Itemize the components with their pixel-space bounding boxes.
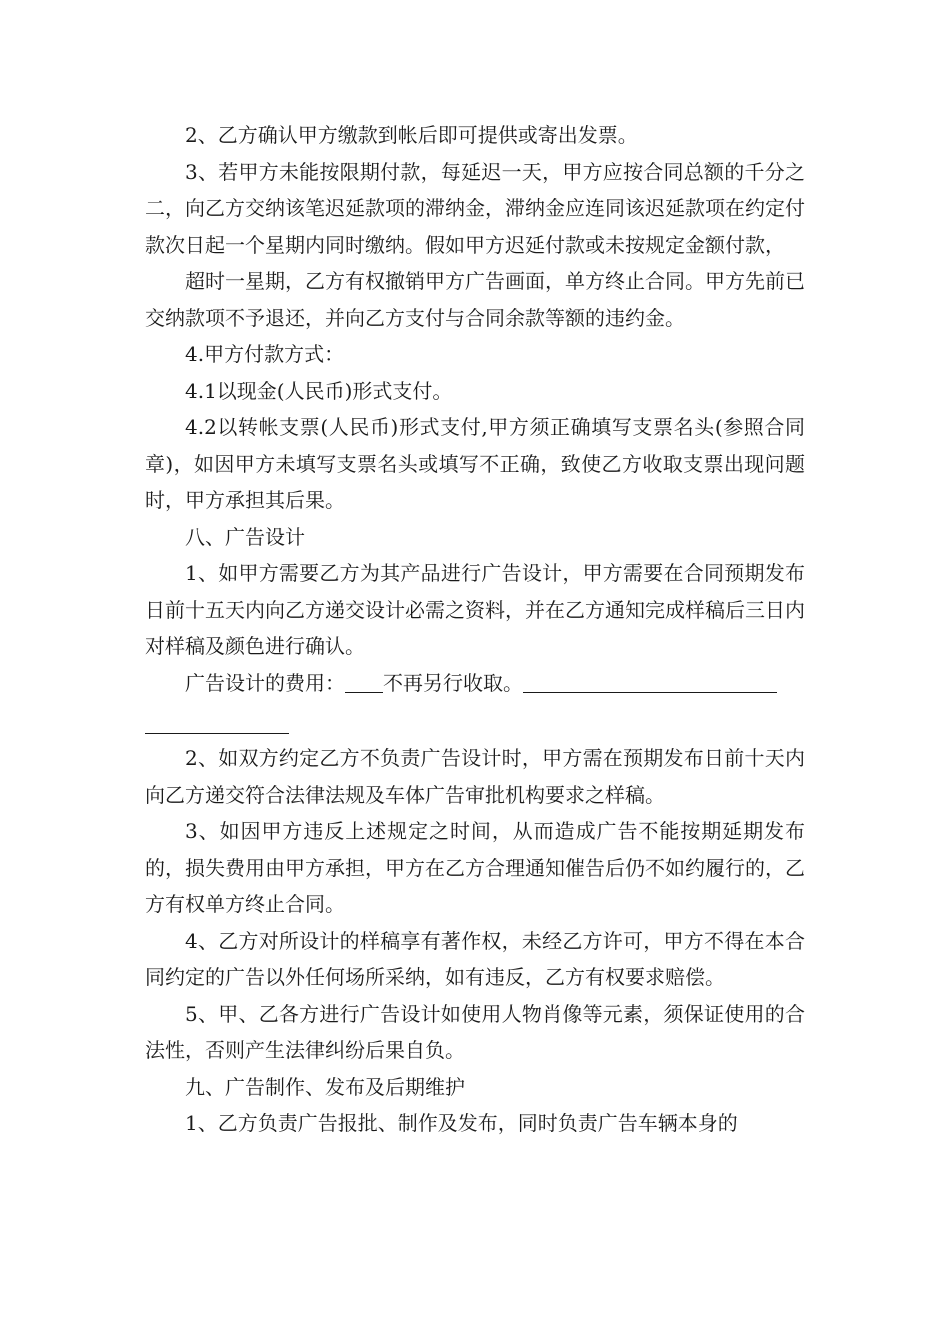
fee-trailing-blank bbox=[523, 672, 777, 693]
paragraph-delay-loss: 3、如因甲方违反上述规定之时间，从而造成广告不能按期延期发布的，损失费用由甲方承担，甲方在乙方合理通知催告后仍不如约履行的，乙方有权单方终止合同。 bbox=[145, 819, 805, 916]
paragraph-check: 4.2以转帐支票(人民币)形式支付,甲方须正确填写支票名头(参照合同章)，如因甲方未填写支票名头或填写不正确，致使乙方收取支票出现问题时，甲方承担其后果。 bbox=[145, 415, 805, 512]
fee-prefix: 广告设计的费用： bbox=[185, 670, 345, 695]
paragraph-cash: 4.1以现金(人民币)形式支付。 bbox=[185, 378, 453, 403]
fee-blank bbox=[345, 672, 383, 693]
paragraph-design-materials: 1、如甲方需要乙方为其产品进行广告设计，甲方需要在合同预期发布日前十五天内向乙方递交设计必需之资料，并在乙方通知完成样稿后三日内对样稿及颜色进行确认。 bbox=[145, 561, 805, 658]
paragraph-copyright: 4、乙方对所设计的样稿享有著作权，未经乙方许可，甲方不得在本合同约定的广告以外任何场所采纳，如有违反，乙方有权要求赔偿。 bbox=[145, 928, 805, 989]
document-page bbox=[145, 117, 805, 1142]
blank-line bbox=[145, 701, 289, 734]
section-heading-ad-design: 八、广告设计 bbox=[185, 524, 305, 549]
paragraph-invoice: 2、乙方确认甲方缴款到帐后即可提供或寄出发票。 bbox=[185, 123, 638, 147]
paragraph-portrait: 5、甲、乙各方进行广告设计如使用人物肖像等元素，须保证使用的合法性，否则产生法律纠纷后果自负。 bbox=[145, 1001, 805, 1062]
paragraph-no-design: 2、如双方约定乙方不负责广告设计时，甲方需在预期发布日前十天内向乙方递交符合法律法规及车体广告审批机构要求之样稿。 bbox=[145, 746, 805, 807]
paragraph-overtime: 超时一星期，乙方有权撤销甲方广告画面，单方终止合同。甲方先前已交纳款项不予退还，并向乙方支付与合同余款等额的违约金。 bbox=[145, 269, 805, 330]
paragraph-payment-method: 4.甲方付款方式： bbox=[185, 342, 345, 366]
paragraph-production: 1、乙方负责广告报批、制作及发布，同时负责广告车辆本身的 bbox=[185, 1111, 738, 1135]
fee-suffix: 不再另行收取。 bbox=[383, 670, 523, 695]
section-heading-production: 九、广告制作、发布及后期维护 bbox=[185, 1074, 465, 1099]
paragraph-late-payment: 3、若甲方未能按限期付款，每延迟一天，甲方应按合同总额的千分之二，向乙方交纳该笔迟延款项的滞纳金，滞纳金应连同该迟延款项在约定付款次日起一个星期内同时缴纳。假如甲方迟延付款或未按规定金额付款， bbox=[145, 159, 805, 257]
paragraph-design-fee bbox=[145, 665, 805, 702]
